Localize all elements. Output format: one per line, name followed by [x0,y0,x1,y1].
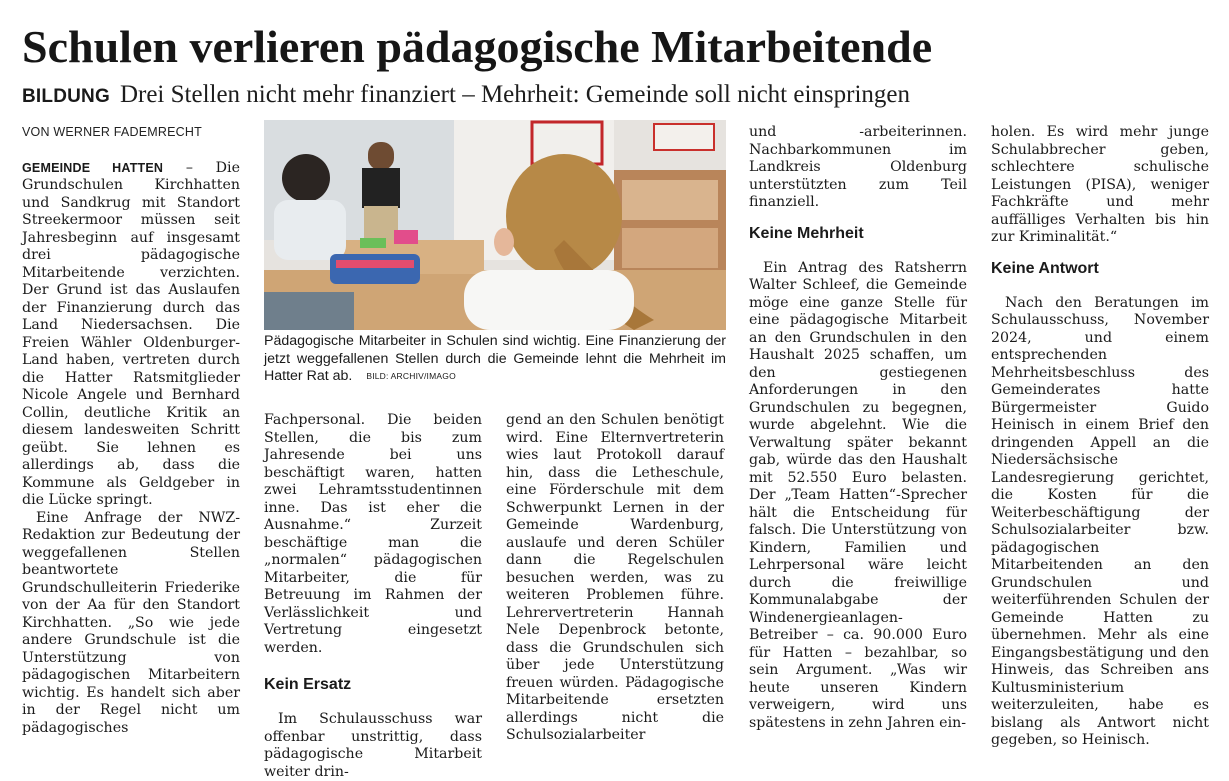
paragraph: gend an den Schulen benötigt wird. Eine Elternvertreterin wies laut Protokoll darauf hin, dass die Letheschule, eine Förderschule mit dem Schwerpunkt Lernen in der Gemeinde Wardenburg, auslaufe und deren Schüler dann die Regelschulen besuchen werden, was zu weiteren Problemen führe. Lehrervertreterin Hannah Nele Depenbrock betonte, dass die Grundschulen sich über jede Unterstützung freuen würden. Pädagogische Mitarbeitende ersetzten allerdings nicht die Schulsozialarbeiter [506,412,724,743]
article-column-3 [506,412,724,745]
paragraph: Eine Anfrage der NWZ-Redaktion zur Bedeutung der weggefallenen Stellen beantwortete Grundschulleiterin Friederike von der Aa für den Standort Kirchhatten. „So wie jede andere Grundschule ist die Unterstützung von pädagogischen Mitarbeitern wichtig. Es handelt sich aber in der Regel nicht um pädagogisches [22,509,240,736]
byline: VON WERNER FADEMRECHT [22,125,202,139]
photo-credit: BILD: ARCHIV/IMAGO [366,371,456,381]
paragraph: Nach den Beratungen im Schulausschuss, November 2024, und einem entsprechenden Mehrheitsbeschluss des Gemeinderates hatte Bürgermeister Guido Heinisch in einem Brief den dringenden Appell an die Niedersächsische Landesregierung gerichtet, die Kosten für die Weiterbeschäftigung der Schulsozialarbeiter bzw. pädagogischen Mitarbeitenden an den Grundschulen und weiterführenden Schulen der Gemeinde Hatten zu übernehmen. Mehr als eine Eingangsbestätigung und den Hinweis, das Schreiben ans Kultusministerium weiterzuleiten, habe es bislang als Antwort nicht gegeben, so Heinisch. [991,294,1209,748]
paragraph: Fachpersonal. Die beiden Stellen, die bis zum Jahresende bei uns beschäftigt waren, hatten zwei Lehramtsstudentinnen inne. Das ist eher die Ausnahme.“ Zurzeit beschäftige man die „normalen“ pädagogischen Mitarbeiter, die für Betreuung im Rahmen der Verlässlichkeit und Vertretung eingesetzt werden. [264,412,482,656]
article-column-4 [749,124,967,732]
paragraph: und -arbeiterinnen. Nachbarkommunen im Landkreis Oldenburg unterstützten zum Teil finanziell. [749,124,967,210]
paragraph: Ein Antrag des Ratsherrn Walter Schleef, die Gemeinde möge eine ganze Stelle für eine pädagogische Mitarbeit an den Grundschulen in den Haushalt 2025 schaffen, um den gestiegenen Anforderungen in den Grundschulen zu begegnen, wurde abgelehnt. Wie die Verwaltung später bekannt gab, würde das den Haushalt mit 52.550 Euro belasten. Der „Team Hatten“-Sprecher hält die Entscheidung für falsch. Die Unterstützung von Kindern, Familien und Lehrpersonal wäre leicht durch die freiwillige Kommunalabgabe der Windenergieanlagen-Betreiber – ca. 90.000 Euro für Hatten – bezahlbar, so sein Argument. „Was wir heute unseren Kindern verweigern, wird uns spätestens in zehn Jahren ein- [749,259,967,731]
article-column-2 [264,412,482,781]
paragraph-text: – Die Grundschulen Kirchhatten und Sandkrug mit Standort Streekermoor müssen seit Jahresbeginn auf insgesamt drei pädagogische Mitarbeitende verzichten. Der Grund ist das Auslaufen der Finanzierung durch das Land Niedersachsen. Die Freien Wähler Oldenburger-Land haben, vertreten durch die Hatter Ratsmitglieder Nicole Angele und Bernhard Collin, deutliche Kritik an diesem landesweiten Schritt geübt. Sie lehnen es allerdings ab, dass die Kommune als Geldgeber in die Lücke springt. [22,159,240,508]
kicker: BILDUNG [22,86,110,107]
subline [22,80,1212,112]
caption-text: Pädagogische Mitarbeiter in Schulen sind wichtig. Eine Finanzierung der jetzt weggefallenen Stellen durch die Gemeinde lehnt die Mehrheit im Hatter Rat ab. [264,333,726,384]
article-photo [264,120,726,330]
classroom-image [264,120,726,330]
subtitle: Drei Stellen nicht mehr finanziert – Mehrheit: Gemeinde soll nicht einspringen [119,81,911,108]
photo-caption [264,333,726,386]
paragraph: holen. Es wird mehr junge Schulabbrecher geben, schlechtere schulische Leistungen (PISA), weniger Fachkräfte und mehr auffälliges Verhalten bis hin zur Kriminalität.“ [991,124,1209,245]
subhead-kein-ersatz: Kein Ersatz [264,676,352,693]
article-column-5 [991,124,1209,750]
subhead-keine-antwort: Keine Antwort [991,259,1099,277]
paragraph: Im Schulausschuss war offenbar unstrittig, dass pädagogische Mitarbeit weiter drin- [264,711,482,780]
headline: Schulen verlieren pädagogische Mitarbeitende [22,21,933,72]
article-column-1 [22,124,240,737]
subhead-keine-mehrheit: Keine Mehrheit [749,224,864,242]
paragraph [22,160,240,510]
dateline: GEMEINDE HATTEN [22,160,164,175]
